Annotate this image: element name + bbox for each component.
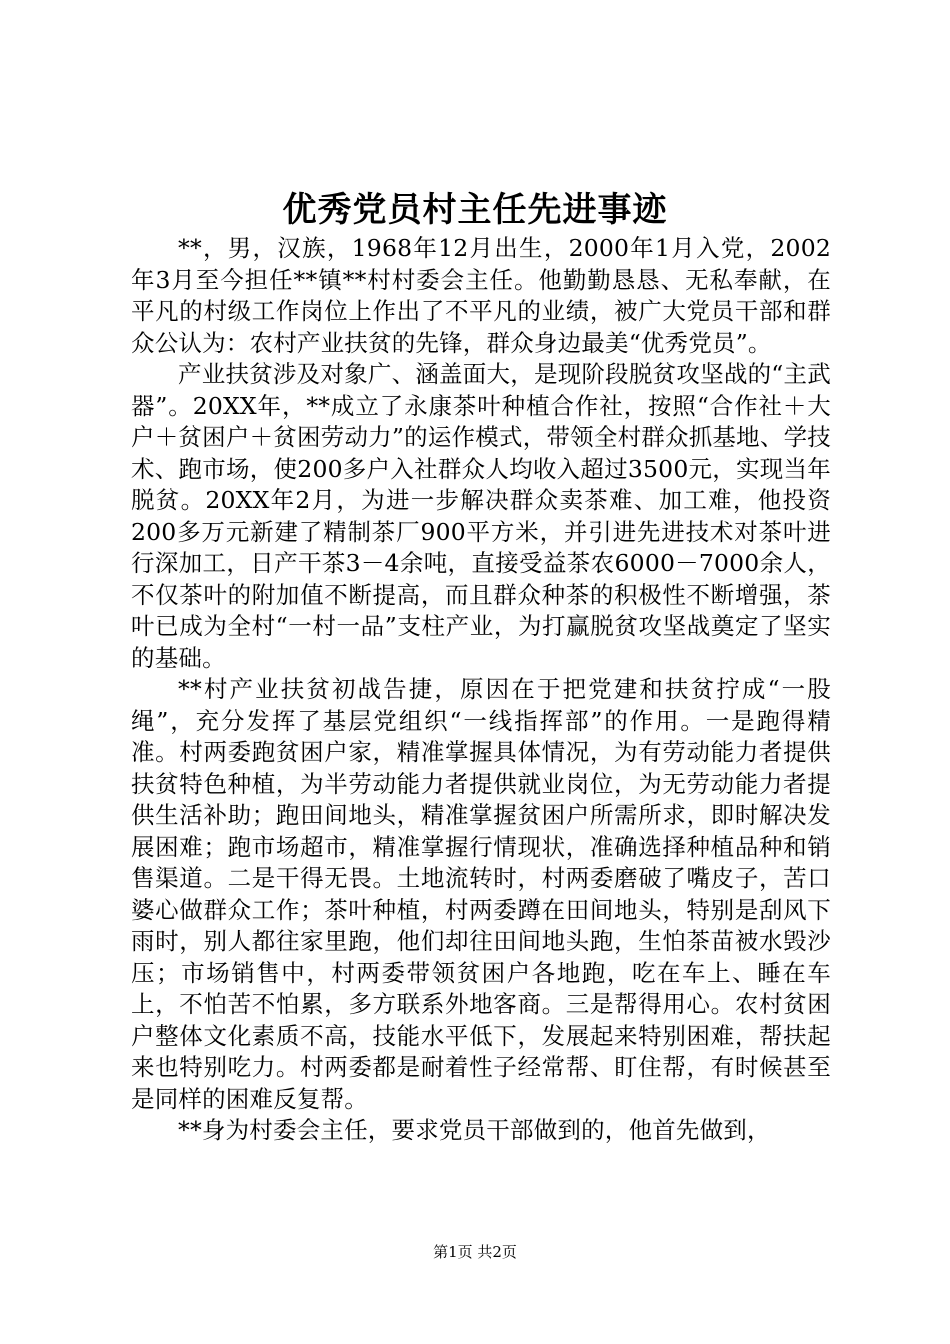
paragraph-2: 产业扶贫涉及对象广、涵盖面大，是现阶段脱贫攻坚战的“主武器”。20XX年，**成立了永康茶叶种植合作社，按照“合作社＋大户＋贫困户＋贫困劳动力”的运作模式，带领全村群众抓基地、学技术、跑市场，使200多户入社群众人均收入超过3500元，实现当年脱贫。20XX年2月，为进一步解决群众卖茶难、加工难，他投资200多万元新建了精制茶厂900平方米，并引进先进技术对茶叶进行深加工，日产干茶3－4余吨，直接受益茶农6000－7000余人，不仅茶叶的附加值不断提高，而且群众种茶的积极性不断增强，茶叶已成为全村“一村一品”支柱产业，为打赢脱贫攻坚战奠定了坚实的基础。 xyxy=(131,360,831,672)
page-footer: 第1页 共2页 xyxy=(433,1243,517,1261)
paragraph-3: **村产业扶贫初战告捷，原因在于把党建和扶贫拧成“一股绳”，充分发挥了基层党组织“一线指挥部”的作用。一是跑得精准。村两委跑贫困户家，精准掌握具体情况，为有劳动能力者提供扶贫特色种植，为半劳动能力者提供就业岗位，为无劳动能力者提供生活补助；跑田间地头，精准掌握贫困户所需所求，即时解决发展困难；跑市场超市，精准掌握行情现状，准确选择种植品种和销售渠道。二是干得无畏。土地流转时，村两委磨破了嘴皮子，苦口婆心做群众工作；茶叶种植，村两委蹲在田间地头，特别是刮风下雨时，别人都往家里跑，他们却往田间地头跑，生怕茶苗被水毁沙压；市场销售中，村两委带领贫困户各地跑，吃在车上、睡在车上，不怕苦不怕累，多方联系外地客商。三是帮得用心。农村贫困户整体文化素质不高，技能水平低下，发展起来特别困难，帮扶起来也特别吃力。村两委都是耐着性子经常帮、盯住帮，有时候甚至是同样的困难反复帮。 xyxy=(131,675,831,1113)
document-body xyxy=(131,233,831,1147)
paragraph-4: **身为村委会主任，要求党员干部做到的，他首先做到， xyxy=(178,1116,771,1144)
paragraph-1: **，男，汉族，1968年12月出生，2000年1月入党，2002年3月至今担任**镇**村村委会主任。他勤勤恳恳、无私奉献，在平凡的村级工作岗位上作出了不平凡的业绩，被广大党员干部和群众公认为：农村产业扶贫的先锋，群众身边最美“优秀党员”。 xyxy=(131,234,831,357)
document-title: 优秀党员村主任先进事迹 xyxy=(282,190,668,230)
